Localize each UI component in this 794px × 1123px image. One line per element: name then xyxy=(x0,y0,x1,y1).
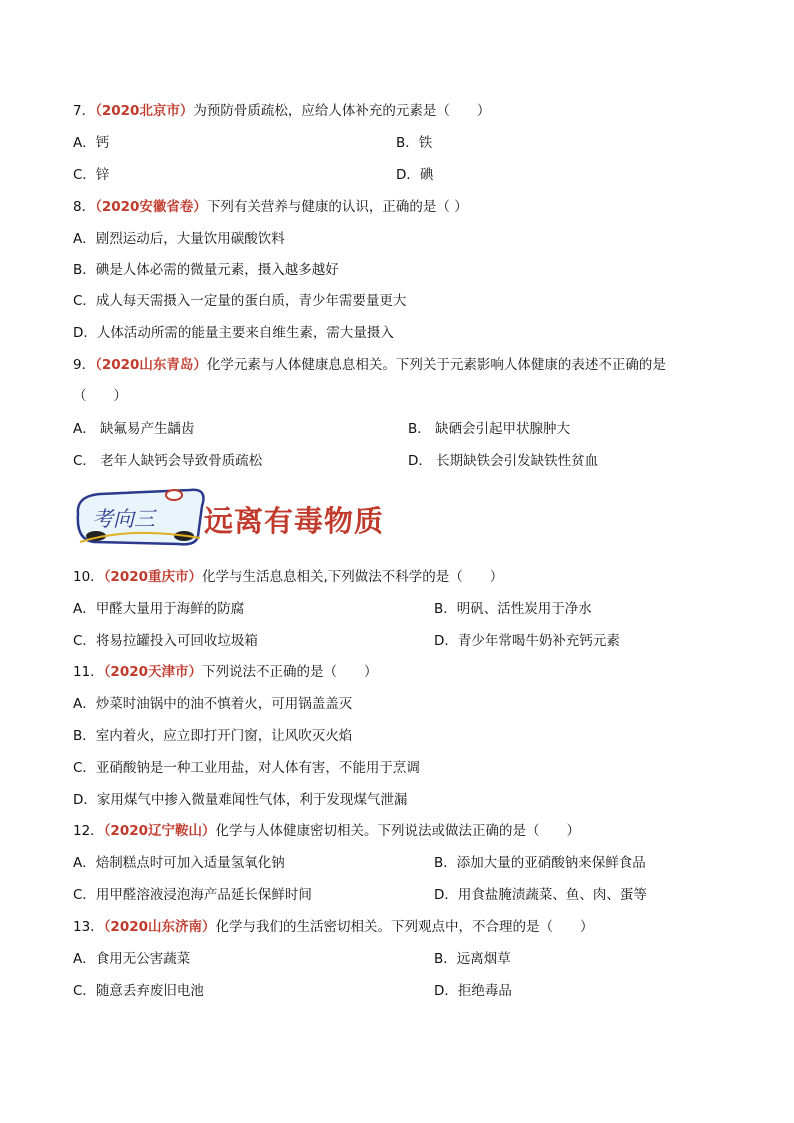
option-a: A． 缺氟易产生龋齿 xyxy=(73,421,195,437)
option-d: D．家用煤气中掺入微量难闻性气体，利于发现煤气泄漏 xyxy=(73,792,408,808)
question-source: （2020安徽省卷） xyxy=(95,199,207,215)
option-a: A．剧烈运动后，大量饮用碳酸饮料 xyxy=(73,231,285,247)
option-b: B．碘是人体必需的微量元素，摄入越多越好 xyxy=(73,262,339,278)
question-8 xyxy=(73,198,468,216)
option-c: C．将易拉罐投入可回收垃圾箱 xyxy=(73,633,258,649)
option-a: A．炒菜时油锅中的油不慎着火，可用锅盖盖灭 xyxy=(73,696,353,712)
question-number: 12． xyxy=(73,823,104,839)
question-number: 7． xyxy=(73,103,96,119)
option-d: D． 长期缺铁会引发缺铁性贫血 xyxy=(408,453,599,469)
option-c: C．随意丢弃废旧电池 xyxy=(73,983,204,999)
option-d: D．青少年常喝牛奶补充钙元素 xyxy=(434,633,620,649)
question-stem: 为预防骨质疏松，应给人体补充的元素是（ ） xyxy=(193,103,491,119)
question-11 xyxy=(73,663,378,681)
option-c: C． 老年人缺钙会导致骨质疏松 xyxy=(73,453,263,469)
question-number: 11． xyxy=(73,664,104,680)
question-7 xyxy=(73,102,490,120)
option-d: D．人体活动所需的能量主要来自维生素，需大量摄入 xyxy=(73,325,394,341)
option-b: B． 缺硒会引起甲状腺肿大 xyxy=(408,421,571,437)
question-source: （2020天津市） xyxy=(103,664,203,680)
question-source: （2020重庆市） xyxy=(103,569,203,585)
option-a: A．食用无公害蔬菜 xyxy=(73,951,191,967)
question-number: 10． xyxy=(73,569,104,585)
question-stem: 化学元素与人体健康息息相关。下列关于元素影响人体健康的表述不正确的是 xyxy=(206,357,666,373)
question-source: （2020北京市） xyxy=(95,103,194,119)
question-10 xyxy=(73,568,503,586)
question-number: 9． xyxy=(73,357,96,373)
option-b: B．铁 xyxy=(396,135,433,151)
option-c: C．锌 xyxy=(73,167,110,183)
question-number: 13． xyxy=(73,919,104,935)
option-c: C．亚硝酸钠是一种工业用盐，对人体有害，不能用于烹调 xyxy=(73,760,420,776)
option-d: D．拒绝毒品 xyxy=(434,983,512,999)
option-b: B．添加大量的亚硝酸钠来保鲜食品 xyxy=(434,855,646,871)
option-a: A．钙 xyxy=(73,135,110,151)
badge-decoration-top xyxy=(166,490,182,500)
question-9 xyxy=(73,356,666,374)
option-a: A．甲醛大量用于海鲜的防腐 xyxy=(73,601,245,617)
question-stem: 下列有关营养与健康的认识，正确的是（ ） xyxy=(206,199,468,215)
question-source: （2020山东济南） xyxy=(103,919,216,935)
section-badge-label: 考向三 xyxy=(92,507,155,531)
option-b: B．明矾、活性炭用于净水 xyxy=(434,601,592,617)
question-number: 8． xyxy=(73,199,96,215)
question-stem-continued: （ ） xyxy=(73,388,127,404)
option-a: A．焙制糕点时可加入适量氢氧化钠 xyxy=(73,855,285,871)
question-12 xyxy=(73,822,580,840)
option-b: B．室内着火，应立即打开门窗，让风吹灭火焰 xyxy=(73,728,353,744)
section-title: 远离有毒物质 xyxy=(204,504,385,538)
question-stem: 化学与我们的生活密切相关。下列观点中，不合理的是（ ） xyxy=(215,919,594,935)
question-stem: 化学与人体健康密切相关。下列说法或做法正确的是（ ） xyxy=(215,823,581,839)
option-c: C．用甲醛溶液浸泡海产品延长保鲜时间 xyxy=(73,887,312,903)
question-13 xyxy=(73,918,594,936)
question-stem: 化学与生活息息相关,下列做法不科学的是（ ） xyxy=(202,569,504,585)
option-c: C．成人每天需摄入一定量的蛋白质，青少年需要量更大 xyxy=(73,293,407,309)
option-d: D．用食盐腌渍蔬菜、鱼、肉、蛋等 xyxy=(434,887,647,903)
option-d: D．碘 xyxy=(396,167,434,183)
question-source: （2020辽宁鞍山） xyxy=(103,823,216,839)
question-source: （2020山东青岛） xyxy=(95,357,207,373)
question-stem: 下列说法不正确的是（ ） xyxy=(202,664,378,680)
option-b: B．远离烟草 xyxy=(434,951,511,967)
